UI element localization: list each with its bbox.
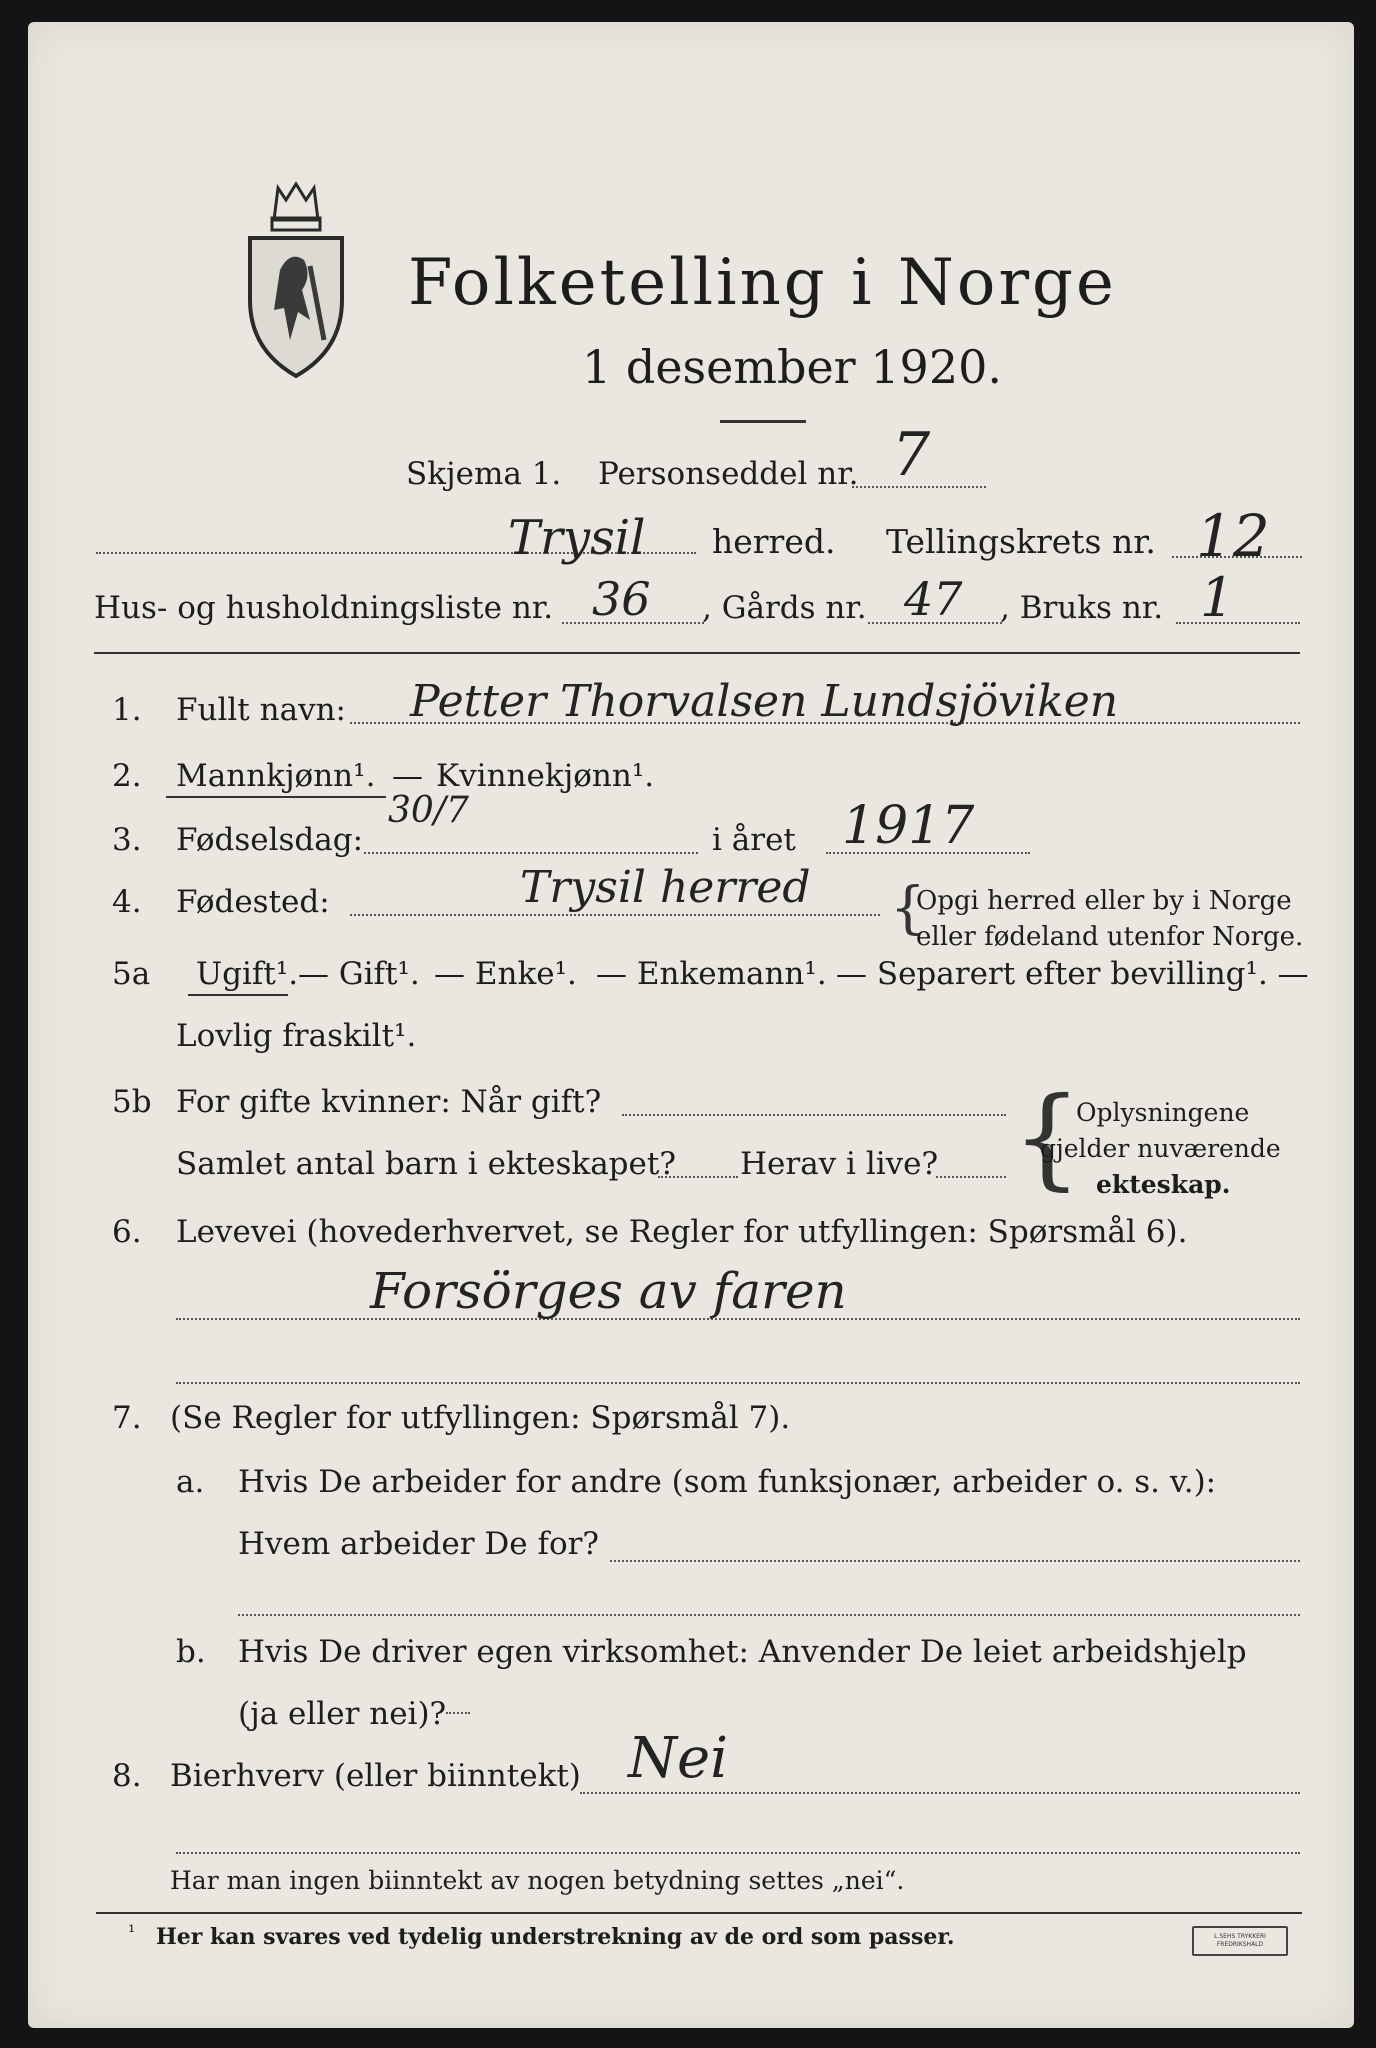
- q7a-number: a.: [176, 1464, 205, 1500]
- q5b-brace: {: [1012, 1073, 1082, 1201]
- q1-label: Fullt navn:: [176, 692, 346, 728]
- q7-number: 7.: [112, 1400, 142, 1436]
- q1-number: 1.: [112, 692, 142, 728]
- birthplace-brace: {: [890, 876, 926, 941]
- q4-number: 4.: [112, 884, 142, 920]
- form-title: Folketelling i Norge: [408, 246, 1117, 320]
- tellingskrets-value[interactable]: 12: [1196, 502, 1270, 570]
- q5b-note-1: Oplysningene: [1076, 1098, 1250, 1127]
- q4-label: Fødested:: [176, 884, 330, 920]
- husliste-label: Hus- og husholdningsliste nr.: [94, 590, 554, 626]
- year-label: i året: [712, 822, 796, 858]
- personseddel-label: Personseddel nr.: [598, 456, 859, 492]
- q5b-note-2: gjelder nuværende: [1040, 1134, 1281, 1163]
- bruks-value[interactable]: 1: [1200, 566, 1235, 629]
- civil-status-widower: — Enkemann¹.: [596, 956, 827, 992]
- side-income-value[interactable]: Nei: [628, 1726, 729, 1791]
- q7-label: (Se Regler for utfyllingen: Spørsmål 7).: [170, 1400, 791, 1436]
- male-option: Mannkjønn¹.: [176, 758, 376, 794]
- title-divider: [720, 420, 806, 423]
- birthplace-note-2: eller fødeland utenfor Norge.: [916, 922, 1304, 952]
- skjema-label: Skjema 1.: [406, 456, 562, 492]
- personseddel-value[interactable]: 7: [892, 420, 931, 490]
- q3-number: 3.: [112, 822, 142, 858]
- q2-number: 2.: [112, 758, 142, 794]
- unmarried-underline: [188, 994, 288, 996]
- q5b-number: 5b: [112, 1084, 152, 1120]
- norwegian-coat-of-arms-icon: [240, 180, 352, 380]
- birthplace-value[interactable]: Trysil herred: [520, 862, 811, 913]
- civil-status-married: — Gift¹.: [298, 956, 420, 992]
- gards-label: , Gårds nr.: [702, 590, 867, 626]
- full-name-value[interactable]: Petter Thorvalsen Lundsjöviken: [410, 676, 1119, 727]
- civil-status-widow: — Enke¹.: [434, 956, 577, 992]
- female-option: Kvinnekjønn¹.: [436, 758, 655, 794]
- q7a-line-2: Hvem arbeider De for?: [238, 1526, 600, 1562]
- census-date: 1 desember 1920.: [582, 340, 1002, 394]
- q3-label: Fødselsdag:: [176, 822, 364, 858]
- header-separator: [94, 652, 1300, 654]
- herred-value[interactable]: Trysil: [508, 510, 646, 566]
- herred-label: herred.: [712, 522, 836, 561]
- male-underline: [166, 796, 386, 798]
- gards-value[interactable]: 47: [904, 572, 963, 626]
- q7a-line-1: Hvis De arbeider for andre (som funksjonær, arbeider o. s. v.):: [238, 1464, 1217, 1500]
- q6-label: Levevei (hovederhvervet, se Regler for utfyllingen: Spørsmål 6).: [176, 1214, 1188, 1250]
- birthday-value[interactable]: 30/7: [388, 790, 469, 831]
- birthplace-note-1: Opgi herred eller by i Norge: [916, 886, 1292, 916]
- q5a-number: 5a: [112, 956, 151, 992]
- children-alive-label: Herav i live?: [740, 1146, 939, 1182]
- footnote-mark: ¹: [128, 1922, 136, 1943]
- q6-number: 6.: [112, 1214, 142, 1250]
- husliste-value[interactable]: 36: [592, 572, 651, 626]
- no-income-note: Har man ingen biinntekt av nogen betydning settes „nei“.: [170, 1866, 905, 1895]
- footnote-divider: [96, 1912, 1302, 1914]
- occupation-value[interactable]: Forsörges av faren: [370, 1262, 847, 1320]
- married-when-label: For gifte kvinner: Når gift?: [176, 1084, 602, 1120]
- q7b-number: b.: [176, 1634, 206, 1670]
- q2-separator: —: [392, 758, 423, 794]
- q5b-note-3: ekteskap.: [1096, 1170, 1231, 1199]
- q7b-line-2: (ja eller nei)?: [238, 1696, 447, 1732]
- q8-label: Bierhverv (eller biinntekt): [170, 1758, 581, 1794]
- children-count-label: Samlet antal barn i ekteskapet?: [176, 1146, 676, 1182]
- bruks-label: , Bruks nr.: [1000, 590, 1164, 626]
- q7b-line-1: Hvis De driver egen virksomhet: Anvender De leiet arbeidshjelp: [238, 1634, 1247, 1670]
- printer-stamp: L.SEHS TRYKKERI FREDRIKSHALD: [1192, 1926, 1288, 1956]
- civil-status-unmarried: Ugift¹.: [196, 956, 299, 992]
- civil-status-separated: — Separert efter bevilling¹. —: [836, 956, 1309, 992]
- civil-status-divorced: Lovlig fraskilt¹.: [176, 1018, 417, 1054]
- tellingskrets-label: Tellingskrets nr.: [886, 522, 1156, 561]
- q8-number: 8.: [112, 1758, 142, 1794]
- birth-year-value[interactable]: 1917: [842, 796, 975, 856]
- footnote-text: Her kan svares ved tydelig understrekning av de ord som passer.: [156, 1924, 955, 1950]
